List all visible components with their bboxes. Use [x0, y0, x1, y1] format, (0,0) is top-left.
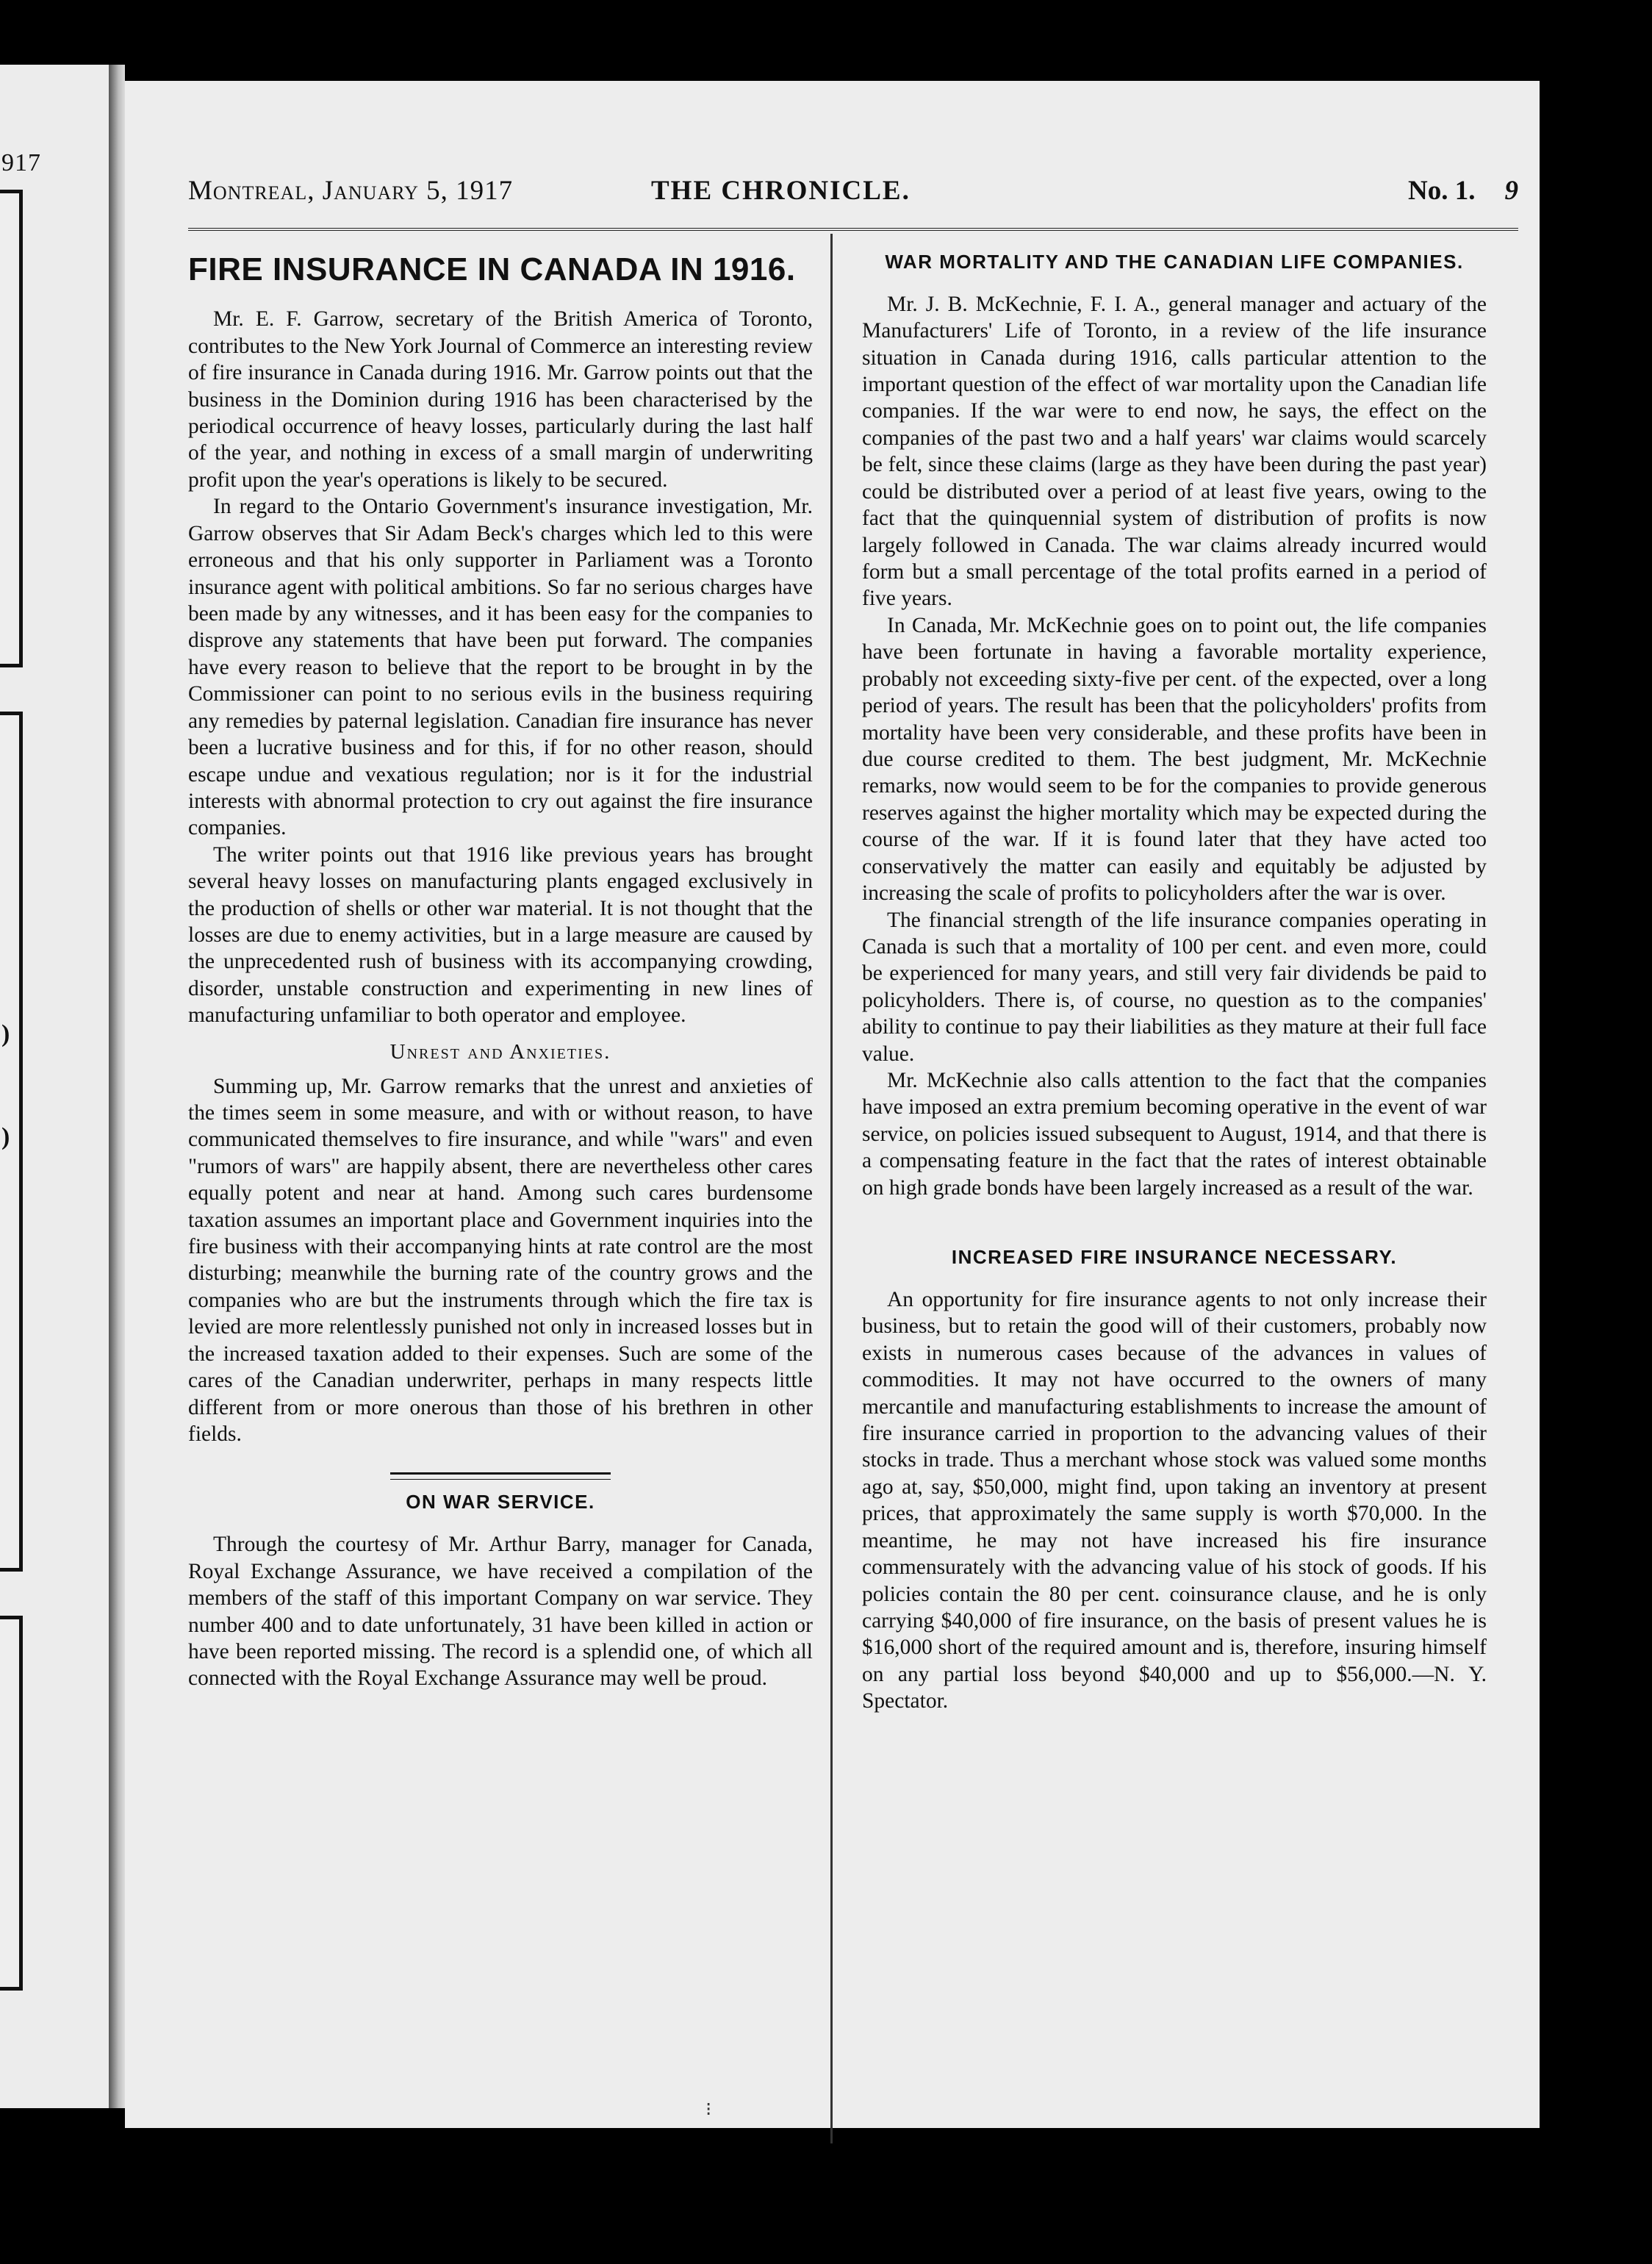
- article-paragraph: The financial strength of the life insurance companies operating in Canada is such that a mortality of 100 per cent. and even more, could be experienced for many years, and still very fair dividends be paid to policyholders. There is, of course, no question as to the companies' ability to continue to pay their liabilities as they mature at their full face value.: [862, 908, 1487, 1066]
- article-title-war-mortality: WAR MORTALITY AND THE CANADIAN LIFE COMPANIES.: [885, 251, 1464, 273]
- article-paragraph: Summing up, Mr. Garrow remarks that the unrest and anxieties of the times seem in some measure, and with or without reason, to have communicated themselves to fire insurance, and while "wars" and even "rumors of wars" are happily absent, there are nevertheless other cares equally potent and near at hand. Among such cares burdensome taxation assumes an important place and Government inquiries into the fire business with their accompanying hints at rate control are the most disturbing; meanwhile the burning rate of the country grows and the companies who are but the instruments through which the fire tax is levied are more relentlessly punished not only in increased losses but in the increased taxation added to their expenses. Such are some of the cares of the Canadian underwriter, perhaps in many respects little different from or more onerous than those of his brethren in other fields.: [188, 1074, 813, 1447]
- running-header: [188, 175, 1518, 219]
- publication-title: THE CHRONICLE.: [651, 176, 911, 206]
- article-paragraph: Mr. E. F. Garrow, secretary of the British America of Toronto, contributes to the New York Journal of Commerce an interesting review of fire insurance in Canada during 1916. Mr. Garrow points out that the business in the Dominion during 1916 has been characterised by the periodical occurrence of heavy losses, particularly during the last half of the year, and nothing in excess of a small margin of underwriting profit upon the year's operations is likely to be secured.: [188, 307, 813, 492]
- article-paragraph: Mr. J. B. McKechnie, F. I. A., general manager and actuary of the Manufacturers' Life of Toronto, in a review of the life insurance situation in Canada during 1916, calls particular attention to the important question of the effect of war mortality upon the Canadian life companies. If the war were to end now, he says, the effect on the companies of the past two and a half years' war claims would scarcely be felt, since these claims (large as they have been during the past year) could be distributed over a period of at least five years, owing to the fact that the quinquennial system of distribution of profits is now largely followed in Canada. The war claims already incurred would form but a small percentage of the total profits earned in a period of five years.: [862, 292, 1487, 611]
- article-title-increased-fire-insurance: INCREASED FIRE INSURANCE NECESSARY.: [951, 1246, 1398, 1269]
- article-paragraph: The writer points out that 1916 like previous years has brought several heavy losses on manufacturing plants engaged exclusively in the production of shells or other war material. It is not thought that the losses are due to enemy activities, but in a large measure are caused by the unprecedented rush of business with its accompanying crowding, disorder, unstable construction and experimenting in new lines of manufacturing unfamiliar to both operator and employee.: [188, 842, 813, 1028]
- article-paragraph: In Canada, Mr. McKechnie goes on to point out, the life companies have been fortunate in having a favorable mortality experience, probably not exceeding sixty-five per cent. of the expected, over a long period of years. The result has been that the policyholders' profits from mortality have been very considerable, and these profits have been in due course credited to them. The best judgment, Mr. McKechnie remarks, now would seem to be for the companies to provide generous reserves against the higher mortality which may be expected during the course of the war. If it is found later that they have acted too conservatively the matter can easily and equitably be adjusted by increasing the scale of profits to policyholders after the war is over.: [862, 613, 1487, 906]
- article-title-fire-insurance: FIRE INSURANCE IN CANADA IN 1916.: [188, 251, 796, 287]
- article-paragraph: In regard to the Ontario Government's insurance investigation, Mr. Garrow observes that Sir Adam Beck's charges which led to this were erroneous and that his only supporter in Parliament was a Toronto insurance agent with political ambitions. So far no serious charges have been made by any witnesses, and it has been easy for the companies to disprove any statements that have been put forward. The companies have every reason to believe that the report to be brought in by the Commissioner can point to no serious evils in the business requiring any remedies by paternal legislation. Canadian fire insurance has never been a lucrative business and for this, if for no other reason, should escape undue and vexatious regulation; nor is it for the industrial interests with abnormal protection to cry out against the fire insurance companies.: [188, 495, 813, 840]
- previous-page-mark: ): [1, 1020, 10, 1047]
- document-page: [125, 81, 1540, 2128]
- header-rule: [188, 228, 1518, 231]
- book-gutter: [109, 65, 125, 2108]
- issue-number: No. 1.: [1408, 176, 1476, 206]
- section-separator-rule: [390, 1472, 611, 1480]
- page-footer-mark: ⁝: [705, 2099, 712, 2120]
- previous-page-number: 917: [1, 149, 41, 176]
- previous-page-edge: [0, 65, 109, 2108]
- column-divider: [830, 234, 833, 2143]
- issue-and-page: [1408, 175, 1518, 207]
- left-column: [188, 250, 813, 1692]
- previous-page-mark: ): [1, 1123, 10, 1150]
- article-paragraph: Mr. McKechnie also calls attention to the fact that the companies have imposed an extra premium becoming operative in the event of war service, on policies issued subsequent to August, 1914, and that there is a compensating feature in the fact that the rates of interest obtainable on high grade bonds have been largely increased as a result of the war.: [862, 1069, 1487, 1200]
- section-subheading: Unrest and Anxieties.: [389, 1039, 611, 1064]
- article-title-war-service: ON WAR SERVICE.: [406, 1491, 595, 1513]
- previous-page-frame: [0, 1616, 23, 1991]
- previous-page-frame: [0, 190, 23, 667]
- section-gap: [862, 1201, 1487, 1245]
- right-column: [862, 250, 1487, 1715]
- article-paragraph: An opportunity for fire insurance agents to not only increase their business, but to retain the good will of their customers, probably now exists in numerous cases because of the advances in values of commodities. It may not have occurred to the owners of many mercantile and manufacturing establishments to increase the amount of fire insurance carried in proportion to the advancing values of their stocks in trade. Thus a merchant whose stock was valued some months ago at, say, $50,000, might find, upon taking an inventory at present prices, that approximately the same supply is worth $70,000. In the meantime, he may not have increased his fire insurance commensurately with the advancing value of his stock of goods. If his policies contain the 80 per cent. coinsurance clause, and he is only carrying $40,000 of fire insurance, on the basis of present values he is $16,000 short of the required amount and is, therefore, insuring himself on any partial loss beyond $40,000 and up to $56,000.—N. Y. Spectator.: [862, 1287, 1487, 1713]
- article-paragraph: Through the courtesy of Mr. Arthur Barry, manager for Canada, Royal Exchange Assurance, we have received a compilation of the members of the staff of this important Company on war service. They number 400 and to date unfortunately, 31 have been killed in action or have been reported missing. The record is a splendid one, of which all connected with the Royal Exchange Assurance may well be proud.: [188, 1533, 813, 1691]
- dateline: Montreal, January 5, 1917: [188, 176, 514, 206]
- page-number: 9: [1504, 176, 1518, 206]
